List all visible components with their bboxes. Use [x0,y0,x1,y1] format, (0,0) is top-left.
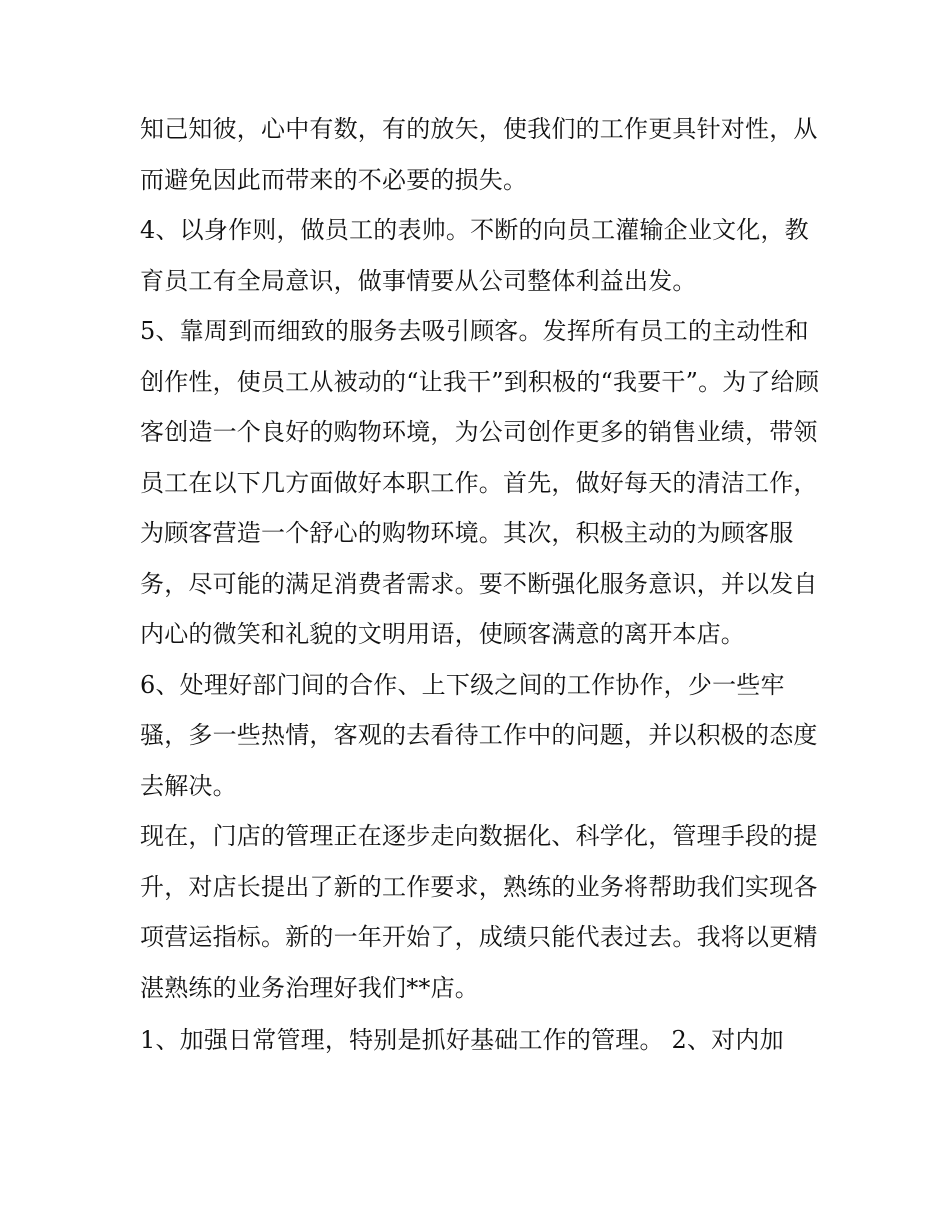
document-body [140,104,830,1066]
paragraph-summary: 现在，门店的管理正在逐步走向数据化、科学化，管理手段的提升，对店长提出了新的工作要求，熟练的业务将帮助我们实现各项营运指标。新的一年开始了，成绩只能代表过去。我将以更精湛熟练的业务治理好我们**店。 [140,822,818,1002]
paragraph-item-5: 5、靠周到而细致的服务去吸引顾客。发挥所有员工的主动性和创作性，使员工从被动的“让我干”到积极的“我要干”。为了给顾客创造一个良好的购物环境，为公司创作更多的销售业绩，带领员工在以下几方面做好本职工作。首先，做好每天的清洁工作，为顾客营造一个舒心的购物环境。其次，积极主动的为顾客服务，尽可能的满足消费者需求。要不断强化服务意识，并以发自内心的微笑和礼貌的文明用语，使顾客满意的离开本店。 [140,317,820,648]
paragraph-item-6: 6、处理好部门间的合作、上下级之间的工作协作，少一些牢骚，多一些热情，客观的去看待工作中的问题，并以积极的态度去解决。 [140,670,818,800]
paragraph-intro: 知己知彼，心中有数，有的放矢，使我们的工作更具针对性，从而避免因此而带来的不必要的损失。 [140,115,818,194]
paragraph-plan: 1、加强日常管理，特别是抓好基础工作的管理。 2、对内加 [140,1026,784,1054]
paragraph-item-4: 4、以身作则，做员工的表帅。不断的向员工灌输企业文化，教育员工有全局意识，做事情要从公司整体利益出发。 [140,216,809,295]
